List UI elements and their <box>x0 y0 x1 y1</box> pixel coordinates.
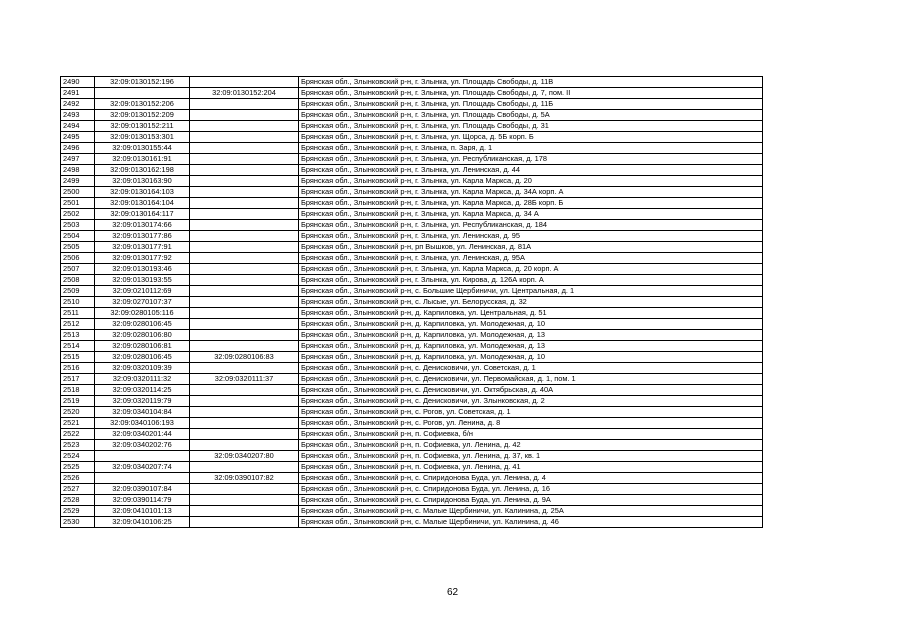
address-cell: Брянская обл., Злынковский р-н, с. Спиридонова Буда, ул. Ленина, д. 9А <box>299 495 763 506</box>
table-row <box>61 363 763 374</box>
secondary-cadastral-number-cell <box>190 418 299 429</box>
secondary-cadastral-number-cell <box>190 121 299 132</box>
row-number-cell: 2526 <box>61 473 95 484</box>
address-cell: Брянская обл., Злынковский р-н, г. Злынка, ул. Ленинская, д. 44 <box>299 165 763 176</box>
secondary-cadastral-number-cell <box>190 341 299 352</box>
row-number-cell: 2503 <box>61 220 95 231</box>
address-cell: Брянская обл., Злынковский р-н, г. Злынка, ул. Кирова, д. 126А корп. А <box>299 275 763 286</box>
row-number-cell: 2502 <box>61 209 95 220</box>
row-number-cell: 2515 <box>61 352 95 363</box>
secondary-cadastral-number-cell <box>190 187 299 198</box>
table-row <box>61 110 763 121</box>
secondary-cadastral-number-cell <box>190 176 299 187</box>
address-cell: Брянская обл., Злынковский р-н, д. Карпиловка, ул. Молодежная, д. 10 <box>299 352 763 363</box>
row-number-cell: 2507 <box>61 264 95 275</box>
address-cell: Брянская обл., Злынковский р-н, д. Карпиловка, ул. Центральная, д. 51 <box>299 308 763 319</box>
table-row <box>61 495 763 506</box>
secondary-cadastral-number-cell: 32:09:0340207:80 <box>190 451 299 462</box>
row-number-cell: 2494 <box>61 121 95 132</box>
row-number-cell: 2529 <box>61 506 95 517</box>
cadastral-number-cell: 32:09:0280106:81 <box>95 341 190 352</box>
cadastral-number-cell: 32:09:0340201:44 <box>95 429 190 440</box>
address-cell: Брянская обл., Злынковский р-н, г. Злынка, ул. Карла Маркса, д. 34А корп. А <box>299 187 763 198</box>
row-number-cell: 2496 <box>61 143 95 154</box>
secondary-cadastral-number-cell <box>190 198 299 209</box>
row-number-cell: 2493 <box>61 110 95 121</box>
table-row <box>61 77 763 88</box>
row-number-cell: 2506 <box>61 253 95 264</box>
secondary-cadastral-number-cell <box>190 132 299 143</box>
table-row <box>61 396 763 407</box>
secondary-cadastral-number-cell: 32:09:0320111:37 <box>190 374 299 385</box>
row-number-cell: 2513 <box>61 330 95 341</box>
address-cell: Брянская обл., Злынковский р-н, г. Злынка, ул. Площадь Свободы, д. 11Б <box>299 99 763 110</box>
table-row <box>61 297 763 308</box>
table-row <box>61 429 763 440</box>
address-cell: Брянская обл., Злынковский р-н, д. Карпиловка, ул. Молодежная, д. 13 <box>299 341 763 352</box>
cadastral-number-cell: 32:09:0130155:44 <box>95 143 190 154</box>
row-number-cell: 2530 <box>61 517 95 528</box>
secondary-cadastral-number-cell <box>190 154 299 165</box>
table-row <box>61 220 763 231</box>
row-number-cell: 2500 <box>61 187 95 198</box>
secondary-cadastral-number-cell <box>190 517 299 528</box>
table-body <box>61 77 763 528</box>
secondary-cadastral-number-cell <box>190 231 299 242</box>
row-number-cell: 2524 <box>61 451 95 462</box>
row-number-cell: 2498 <box>61 165 95 176</box>
table-row <box>61 121 763 132</box>
cadastral-number-cell <box>95 473 190 484</box>
cadastral-number-cell: 32:09:0130152:209 <box>95 110 190 121</box>
table-row <box>61 319 763 330</box>
table-row <box>61 88 763 99</box>
row-number-cell: 2501 <box>61 198 95 209</box>
row-number-cell: 2491 <box>61 88 95 99</box>
secondary-cadastral-number-cell <box>190 286 299 297</box>
cadastral-number-cell: 32:09:0130152:206 <box>95 99 190 110</box>
table-row <box>61 99 763 110</box>
cadastral-number-cell: 32:09:0130163:90 <box>95 176 190 187</box>
address-cell: Брянская обл., Злынковский р-н, с. Денисковичи, ул. Первомайская, д. 1, пом. 1 <box>299 374 763 385</box>
table-row <box>61 451 763 462</box>
table-row <box>61 462 763 473</box>
row-number-cell: 2499 <box>61 176 95 187</box>
address-cell: Брянская обл., Злынковский р-н, г. Злынка, ул. Ленинская, д. 95А <box>299 253 763 264</box>
address-cell: Брянская обл., Злынковский р-н, г. Злынка, ул. Ленинская, д. 95 <box>299 231 763 242</box>
table-row <box>61 198 763 209</box>
secondary-cadastral-number-cell <box>190 363 299 374</box>
secondary-cadastral-number-cell <box>190 165 299 176</box>
cadastral-number-cell <box>95 88 190 99</box>
address-cell: Брянская обл., Злынковский р-н, с. Большие Щербиничи, ул. Центральная, д. 1 <box>299 286 763 297</box>
row-number-cell: 2508 <box>61 275 95 286</box>
cadastral-number-cell: 32:09:0270107:37 <box>95 297 190 308</box>
address-cell: Брянская обл., Злынковский р-н, г. Злынка, п. Заря, д. 1 <box>299 143 763 154</box>
secondary-cadastral-number-cell <box>190 407 299 418</box>
property-table <box>60 76 763 528</box>
address-cell: Брянская обл., Злынковский р-н, п. Софиевка, ул. Ленина, д. 42 <box>299 440 763 451</box>
table-row <box>61 385 763 396</box>
table-row <box>61 341 763 352</box>
address-cell: Брянская обл., Злынковский р-н, с. Рогов, ул. Советская, д. 1 <box>299 407 763 418</box>
table-row <box>61 242 763 253</box>
cadastral-number-cell: 32:09:0320119:79 <box>95 396 190 407</box>
secondary-cadastral-number-cell <box>190 495 299 506</box>
address-cell: Брянская обл., Злынковский р-н, с. Спиридонова Буда, ул. Ленина, д. 4 <box>299 473 763 484</box>
table-row <box>61 286 763 297</box>
cadastral-number-cell: 32:09:0340104:84 <box>95 407 190 418</box>
cadastral-number-cell: 32:09:0130177:92 <box>95 253 190 264</box>
cadastral-number-cell: 32:09:0280106:45 <box>95 352 190 363</box>
row-number-cell: 2511 <box>61 308 95 319</box>
secondary-cadastral-number-cell <box>190 462 299 473</box>
address-cell: Брянская обл., Злынковский р-н, с. Малые Щербиничи, ул. Калинина, д. 25А <box>299 506 763 517</box>
secondary-cadastral-number-cell <box>190 264 299 275</box>
row-number-cell: 2517 <box>61 374 95 385</box>
address-cell: Брянская обл., Злынковский р-н, г. Злынка, ул. Площадь Свободы, д. 31 <box>299 121 763 132</box>
row-number-cell: 2510 <box>61 297 95 308</box>
cadastral-number-cell: 32:09:0130162:198 <box>95 165 190 176</box>
secondary-cadastral-number-cell <box>190 220 299 231</box>
secondary-cadastral-number-cell: 32:09:0390107:82 <box>190 473 299 484</box>
cadastral-number-cell: 32:09:0280106:80 <box>95 330 190 341</box>
row-number-cell: 2527 <box>61 484 95 495</box>
secondary-cadastral-number-cell <box>190 429 299 440</box>
address-cell: Брянская обл., Злынковский р-н, д. Карпиловка, ул. Молодежная, д. 13 <box>299 330 763 341</box>
table-row <box>61 484 763 495</box>
secondary-cadastral-number-cell <box>190 440 299 451</box>
cadastral-number-cell: 32:09:0130164:103 <box>95 187 190 198</box>
row-number-cell: 2522 <box>61 429 95 440</box>
secondary-cadastral-number-cell <box>190 253 299 264</box>
row-number-cell: 2521 <box>61 418 95 429</box>
table-row <box>61 517 763 528</box>
table-row <box>61 473 763 484</box>
secondary-cadastral-number-cell: 32:09:0130152:204 <box>190 88 299 99</box>
address-cell: Брянская обл., Злынковский р-н, с. Лысые, ул. Белорусская, д. 32 <box>299 297 763 308</box>
address-cell: Брянская обл., Злынковский р-н, г. Злынка, ул. Карла Маркса, д. 20 <box>299 176 763 187</box>
row-number-cell: 2528 <box>61 495 95 506</box>
cadastral-number-cell: 32:09:0280106:45 <box>95 319 190 330</box>
table-row <box>61 165 763 176</box>
secondary-cadastral-number-cell <box>190 143 299 154</box>
cadastral-number-cell: 32:09:0130177:91 <box>95 242 190 253</box>
cadastral-number-cell: 32:09:0320111:32 <box>95 374 190 385</box>
secondary-cadastral-number-cell <box>190 506 299 517</box>
cadastral-number-cell: 32:09:0320109:39 <box>95 363 190 374</box>
table-row <box>61 418 763 429</box>
address-cell: Брянская обл., Злынковский р-н, с. Денисковичи, ул. Советская, д. 1 <box>299 363 763 374</box>
cadastral-number-cell: 32:09:0130161:91 <box>95 154 190 165</box>
address-cell: Брянская обл., Злынковский р-н, с. Спиридонова Буда, ул. Ленина, д. 16 <box>299 484 763 495</box>
row-number-cell: 2518 <box>61 385 95 396</box>
table-row <box>61 264 763 275</box>
cadastral-number-cell: 32:09:0130152:211 <box>95 121 190 132</box>
cadastral-number-cell: 32:09:0130193:55 <box>95 275 190 286</box>
address-cell: Брянская обл., Злынковский р-н, с. Малые Щербиничи, ул. Калинина, д. 46 <box>299 517 763 528</box>
row-number-cell: 2523 <box>61 440 95 451</box>
table-row <box>61 176 763 187</box>
row-number-cell: 2509 <box>61 286 95 297</box>
table-row <box>61 352 763 363</box>
address-cell: Брянская обл., Злынковский р-н, рп Вышков, ул. Ленинская, д. 81А <box>299 242 763 253</box>
cadastral-number-cell: 32:09:0410101:13 <box>95 506 190 517</box>
row-number-cell: 2490 <box>61 77 95 88</box>
address-cell: Брянская обл., Злынковский р-н, г. Злынка, ул. Карла Маркса, д. 28Б корп. Б <box>299 198 763 209</box>
cadastral-number-cell: 32:09:0320114:25 <box>95 385 190 396</box>
secondary-cadastral-number-cell <box>190 99 299 110</box>
address-cell: Брянская обл., Злынковский р-н, п. Софиевка, б/н <box>299 429 763 440</box>
table-row <box>61 132 763 143</box>
secondary-cadastral-number-cell <box>190 308 299 319</box>
row-number-cell: 2516 <box>61 363 95 374</box>
cadastral-number-cell: 32:09:0130153:301 <box>95 132 190 143</box>
table-row <box>61 374 763 385</box>
secondary-cadastral-number-cell <box>190 330 299 341</box>
address-cell: Брянская обл., Злынковский р-н, д. Карпиловка, ул. Молодежная, д. 10 <box>299 319 763 330</box>
cadastral-number-cell: 32:09:0410106:25 <box>95 517 190 528</box>
row-number-cell: 2512 <box>61 319 95 330</box>
row-number-cell: 2492 <box>61 99 95 110</box>
table-row <box>61 308 763 319</box>
table-row <box>61 143 763 154</box>
cadastral-number-cell: 32:09:0130164:104 <box>95 198 190 209</box>
row-number-cell: 2525 <box>61 462 95 473</box>
address-cell: Брянская обл., Злынковский р-н, п. Софиевка, ул. Ленина, д. 37, кв. 1 <box>299 451 763 462</box>
secondary-cadastral-number-cell <box>190 319 299 330</box>
row-number-cell: 2497 <box>61 154 95 165</box>
secondary-cadastral-number-cell <box>190 209 299 220</box>
cadastral-number-cell <box>95 451 190 462</box>
address-cell: Брянская обл., Злынковский р-н, г. Злынка, ул. Карла Маркса, д. 34 А <box>299 209 763 220</box>
page-number: 62 <box>446 587 459 598</box>
cadastral-number-cell: 32:09:0130164:117 <box>95 209 190 220</box>
cadastral-number-cell: 32:09:0340106:193 <box>95 418 190 429</box>
secondary-cadastral-number-cell: 32:09:0280106:83 <box>190 352 299 363</box>
table-row <box>61 187 763 198</box>
cadastral-number-cell: 32:09:0280105:116 <box>95 308 190 319</box>
cadastral-number-cell: 32:09:0130174:66 <box>95 220 190 231</box>
table-row <box>61 275 763 286</box>
address-cell: Брянская обл., Злынковский р-н, с. Денисковичи, ул. Октябрьская, д. 40А <box>299 385 763 396</box>
secondary-cadastral-number-cell <box>190 484 299 495</box>
row-number-cell: 2504 <box>61 231 95 242</box>
table-row <box>61 253 763 264</box>
cadastral-number-cell: 32:09:0130177:86 <box>95 231 190 242</box>
secondary-cadastral-number-cell <box>190 396 299 407</box>
row-number-cell: 2495 <box>61 132 95 143</box>
secondary-cadastral-number-cell <box>190 385 299 396</box>
address-cell: Брянская обл., Злынковский р-н, г. Злынка, ул. Щорса, д. 5Б корп. Б <box>299 132 763 143</box>
address-cell: Брянская обл., Злынковский р-н, г. Злынка, ул. Площадь Свободы, д. 7, пом. II <box>299 88 763 99</box>
cadastral-number-cell: 32:09:0210112:69 <box>95 286 190 297</box>
cadastral-number-cell: 32:09:0130152:196 <box>95 77 190 88</box>
table-row <box>61 231 763 242</box>
cadastral-number-cell: 32:09:0340207:74 <box>95 462 190 473</box>
cadastral-number-cell: 32:09:0390114:79 <box>95 495 190 506</box>
address-cell: Брянская обл., Злынковский р-н, с. Рогов, ул. Ленина, д. 8 <box>299 418 763 429</box>
cadastral-number-cell: 32:09:0390107:84 <box>95 484 190 495</box>
secondary-cadastral-number-cell <box>190 275 299 286</box>
address-cell: Брянская обл., Злынковский р-н, г. Злынка, ул. Республиканская, д. 184 <box>299 220 763 231</box>
cadastral-number-cell: 32:09:0340202:76 <box>95 440 190 451</box>
secondary-cadastral-number-cell <box>190 297 299 308</box>
table-row <box>61 440 763 451</box>
table-row <box>61 154 763 165</box>
address-cell: Брянская обл., Злынковский р-н, г. Злынка, ул. Карла Маркса, д. 20 корп. А <box>299 264 763 275</box>
table-row <box>61 407 763 418</box>
address-cell: Брянская обл., Злынковский р-н, г. Злынка, ул. Республиканская, д. 178 <box>299 154 763 165</box>
table-row <box>61 330 763 341</box>
table-row <box>61 209 763 220</box>
address-cell: Брянская обл., Злынковский р-н, г. Злынка, ул. Площадь Свободы, д. 5А <box>299 110 763 121</box>
row-number-cell: 2505 <box>61 242 95 253</box>
secondary-cadastral-number-cell <box>190 77 299 88</box>
table-row <box>61 506 763 517</box>
address-cell: Брянская обл., Злынковский р-н, п. Софиевка, ул. Ленина, д. 41 <box>299 462 763 473</box>
cadastral-number-cell: 32:09:0130193:46 <box>95 264 190 275</box>
row-number-cell: 2519 <box>61 396 95 407</box>
secondary-cadastral-number-cell <box>190 242 299 253</box>
row-number-cell: 2514 <box>61 341 95 352</box>
address-cell: Брянская обл., Злынковский р-н, с. Денисковичи, ул. Злынковская, д. 2 <box>299 396 763 407</box>
secondary-cadastral-number-cell <box>190 110 299 121</box>
address-cell: Брянская обл., Злынковский р-н, г. Злынка, ул. Площадь Свободы, д. 11В <box>299 77 763 88</box>
row-number-cell: 2520 <box>61 407 95 418</box>
